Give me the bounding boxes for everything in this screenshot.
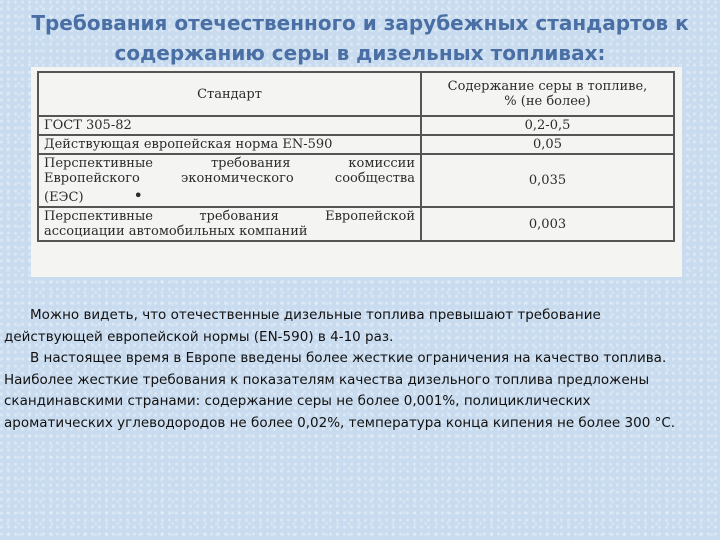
row-standard: Действующая европейская норма EN-590 (38, 135, 421, 154)
row-value: 0,003 (421, 207, 674, 241)
row-value: 0,2-0,5 (421, 116, 674, 135)
table-header-row (38, 72, 674, 116)
bullet-mark: • (133, 186, 143, 205)
paragraph-2: В настоящее время в Европе введены более жесткие ограничения на качество топлива. Наиболее жесткие требования к показателям качества дизельного топлива предложены скандинавскими странами: содержание серы не более 0,001%, полициклических ароматических углеводородов не более 0,02%, температура конца кипения не более 300 °С. (4, 350, 676, 431)
row-standard: ГОСТ 305-82 (38, 116, 421, 135)
table-row (38, 207, 674, 241)
table-row (38, 116, 674, 135)
scanned-table-image (31, 67, 682, 277)
row-value: 0,05 (421, 135, 674, 154)
row-standard: Перспективные требования комиссии Европейского экономического сообщества (ЕЭС) • (38, 154, 421, 207)
sulfur-standards-table (37, 71, 675, 242)
header-sulfur-content: Содержание серы в топливе, % (не более) (421, 72, 674, 116)
slide-title (0, 8, 720, 68)
table-row (38, 135, 674, 154)
body-text (4, 305, 694, 434)
row-value: 0,035 (421, 154, 674, 207)
title-line-1: Требования отечественного и зарубежных стандартов к (31, 11, 689, 35)
table-row (38, 154, 674, 207)
title-line-2: содержанию серы в дизельных топливах: (114, 41, 606, 65)
paragraph-1: Можно видеть, что отечественные дизельные топлива превышают требование действующей европейской нормы (EN-590) в 4-10 раз. (4, 307, 601, 345)
header-standard: Стандарт (38, 72, 421, 116)
row-standard: Перспективные требования Европейской ассоциации автомобильных компаний (38, 207, 421, 241)
